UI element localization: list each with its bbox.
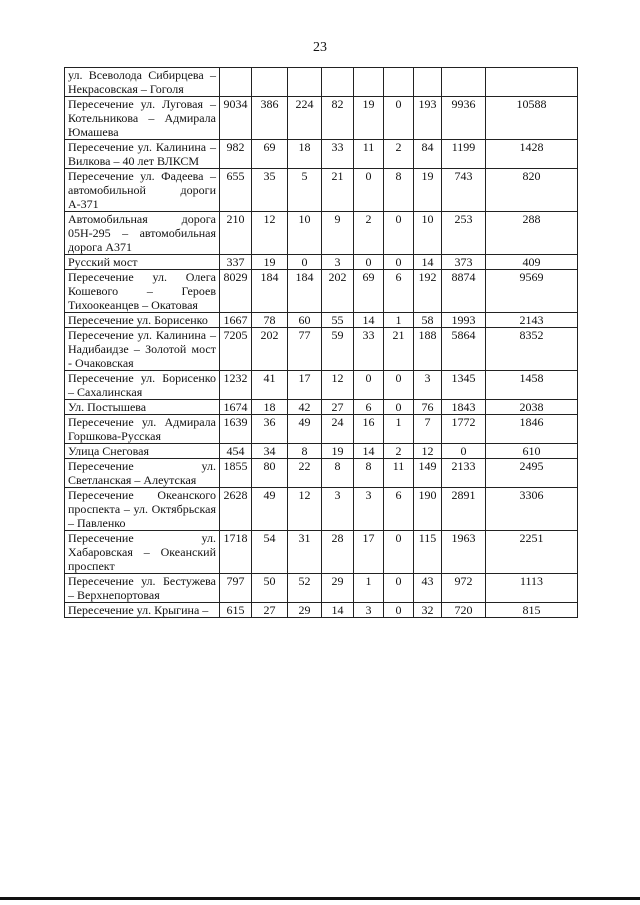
value-cell: 210 xyxy=(220,212,252,255)
value-cell: 2038 xyxy=(486,400,578,415)
value-cell: 184 xyxy=(288,270,322,313)
value-cell xyxy=(384,68,414,97)
value-cell: 59 xyxy=(322,328,354,371)
value-cell: 815 xyxy=(486,603,578,618)
value-cell: 0 xyxy=(384,400,414,415)
value-cell: 655 xyxy=(220,169,252,212)
value-cell: 1639 xyxy=(220,415,252,444)
value-cell: 1345 xyxy=(442,371,486,400)
bottom-rule xyxy=(0,897,640,900)
value-cell: 0 xyxy=(384,255,414,270)
value-cell: 3 xyxy=(322,255,354,270)
value-cell: 1843 xyxy=(442,400,486,415)
value-cell xyxy=(322,68,354,97)
value-cell: 14 xyxy=(354,313,384,328)
value-cell: 0 xyxy=(384,531,414,574)
value-cell: 184 xyxy=(252,270,288,313)
value-cell: 19 xyxy=(414,169,442,212)
value-cell: 409 xyxy=(486,255,578,270)
location-name-cell: Пересечение ул. Адмирала Горшкова-Русская xyxy=(65,415,220,444)
table-row xyxy=(65,68,578,97)
value-cell: 36 xyxy=(252,415,288,444)
value-cell: 797 xyxy=(220,574,252,603)
value-cell: 0 xyxy=(384,212,414,255)
value-cell: 21 xyxy=(322,169,354,212)
value-cell: 49 xyxy=(288,415,322,444)
value-cell: 3 xyxy=(414,371,442,400)
value-cell: 1 xyxy=(354,574,384,603)
location-name-cell: ул. Всеволода Сибирцева – Некрасовская – Гоголя xyxy=(65,68,220,97)
value-cell: 8352 xyxy=(486,328,578,371)
value-cell: 10 xyxy=(414,212,442,255)
value-cell: 29 xyxy=(288,603,322,618)
table-row xyxy=(65,140,578,169)
value-cell: 1 xyxy=(384,313,414,328)
value-cell: 0 xyxy=(354,371,384,400)
value-cell: 33 xyxy=(322,140,354,169)
value-cell: 0 xyxy=(354,169,384,212)
value-cell: 50 xyxy=(252,574,288,603)
value-cell: 610 xyxy=(486,444,578,459)
value-cell: 1 xyxy=(384,415,414,444)
value-cell: 337 xyxy=(220,255,252,270)
value-cell: 1993 xyxy=(442,313,486,328)
traffic-table xyxy=(64,67,578,618)
value-cell: 10588 xyxy=(486,97,578,140)
value-cell: 9936 xyxy=(442,97,486,140)
location-name-cell: Пересечение ул. Калинина – Вилкова – 40 лет ВЛКСМ xyxy=(65,140,220,169)
value-cell: 8 xyxy=(288,444,322,459)
value-cell: 29 xyxy=(322,574,354,603)
value-cell: 27 xyxy=(252,603,288,618)
value-cell: 10 xyxy=(288,212,322,255)
table-row xyxy=(65,400,578,415)
value-cell: 34 xyxy=(252,444,288,459)
value-cell: 12 xyxy=(288,488,322,531)
location-name-cell: Автомобильная дорога 05Н-295 – автомобильная дорога А371 xyxy=(65,212,220,255)
value-cell: 60 xyxy=(288,313,322,328)
table-row xyxy=(65,531,578,574)
value-cell: 2 xyxy=(384,444,414,459)
value-cell: 19 xyxy=(322,444,354,459)
value-cell: 77 xyxy=(288,328,322,371)
value-cell: 17 xyxy=(288,371,322,400)
value-cell: 41 xyxy=(252,371,288,400)
value-cell: 18 xyxy=(252,400,288,415)
value-cell: 21 xyxy=(384,328,414,371)
value-cell: 33 xyxy=(354,328,384,371)
table-row xyxy=(65,488,578,531)
location-name-cell: Пересечение ул. Калинина – Надибаидзе – Золотой мост - Очаковская xyxy=(65,328,220,371)
value-cell: 8874 xyxy=(442,270,486,313)
value-cell: 27 xyxy=(322,400,354,415)
value-cell: 615 xyxy=(220,603,252,618)
table-body xyxy=(65,68,578,618)
location-name-cell: Пересечение ул. Крыгина – xyxy=(65,603,220,618)
value-cell: 0 xyxy=(288,255,322,270)
table-row xyxy=(65,603,578,618)
value-cell: 253 xyxy=(442,212,486,255)
value-cell xyxy=(220,68,252,97)
value-cell: 19 xyxy=(252,255,288,270)
table-row xyxy=(65,270,578,313)
value-cell: 0 xyxy=(384,574,414,603)
value-cell: 982 xyxy=(220,140,252,169)
value-cell: 32 xyxy=(414,603,442,618)
location-name-cell: Пересечение ул. Борисенко xyxy=(65,313,220,328)
value-cell: 193 xyxy=(414,97,442,140)
table-row xyxy=(65,255,578,270)
value-cell: 0 xyxy=(384,371,414,400)
value-cell: 1458 xyxy=(486,371,578,400)
value-cell: 84 xyxy=(414,140,442,169)
value-cell: 1113 xyxy=(486,574,578,603)
value-cell: 54 xyxy=(252,531,288,574)
value-cell: 202 xyxy=(252,328,288,371)
value-cell: 454 xyxy=(220,444,252,459)
value-cell: 115 xyxy=(414,531,442,574)
value-cell: 6 xyxy=(354,400,384,415)
location-name-cell: Пересечение ул. Светланская – Алеутская xyxy=(65,459,220,488)
value-cell: 9569 xyxy=(486,270,578,313)
value-cell: 76 xyxy=(414,400,442,415)
value-cell: 7 xyxy=(414,415,442,444)
value-cell: 3306 xyxy=(486,488,578,531)
table-row xyxy=(65,371,578,400)
value-cell: 2133 xyxy=(442,459,486,488)
value-cell: 58 xyxy=(414,313,442,328)
value-cell xyxy=(486,68,578,97)
value-cell: 3 xyxy=(354,488,384,531)
location-name-cell: Улица Снеговая xyxy=(65,444,220,459)
value-cell: 1667 xyxy=(220,313,252,328)
value-cell xyxy=(354,68,384,97)
value-cell: 1846 xyxy=(486,415,578,444)
value-cell: 80 xyxy=(252,459,288,488)
location-name-cell: Пересечение ул. Фадеева – автомобильной дороги А-371 xyxy=(65,169,220,212)
location-name-cell: Ул. Постышева xyxy=(65,400,220,415)
value-cell: 18 xyxy=(288,140,322,169)
value-cell xyxy=(442,68,486,97)
value-cell: 9 xyxy=(322,212,354,255)
location-name-cell: Пересечение Океанского проспекта – ул. Октябрьская – Павленко xyxy=(65,488,220,531)
value-cell: 43 xyxy=(414,574,442,603)
table-row xyxy=(65,444,578,459)
value-cell: 720 xyxy=(442,603,486,618)
value-cell: 49 xyxy=(252,488,288,531)
value-cell: 1855 xyxy=(220,459,252,488)
value-cell: 31 xyxy=(288,531,322,574)
value-cell: 2143 xyxy=(486,313,578,328)
value-cell: 1963 xyxy=(442,531,486,574)
value-cell: 11 xyxy=(354,140,384,169)
value-cell: 19 xyxy=(354,97,384,140)
value-cell: 12 xyxy=(252,212,288,255)
location-name-cell: Пересечение ул. Хабаровская – Океанский проспект xyxy=(65,531,220,574)
value-cell: 820 xyxy=(486,169,578,212)
table-row xyxy=(65,313,578,328)
value-cell: 52 xyxy=(288,574,322,603)
location-name-cell: Русский мост xyxy=(65,255,220,270)
table-row xyxy=(65,212,578,255)
value-cell: 14 xyxy=(322,603,354,618)
value-cell: 1772 xyxy=(442,415,486,444)
value-cell: 78 xyxy=(252,313,288,328)
value-cell: 5 xyxy=(288,169,322,212)
value-cell: 8 xyxy=(354,459,384,488)
value-cell: 149 xyxy=(414,459,442,488)
value-cell: 2628 xyxy=(220,488,252,531)
value-cell: 69 xyxy=(252,140,288,169)
value-cell: 82 xyxy=(322,97,354,140)
value-cell: 2 xyxy=(384,140,414,169)
table-row xyxy=(65,459,578,488)
value-cell: 0 xyxy=(384,97,414,140)
table-row xyxy=(65,574,578,603)
value-cell: 55 xyxy=(322,313,354,328)
location-name-cell: Пересечение ул. Бестужева – Верхнепортовая xyxy=(65,574,220,603)
value-cell: 6 xyxy=(384,488,414,531)
value-cell: 69 xyxy=(354,270,384,313)
value-cell: 3 xyxy=(322,488,354,531)
value-cell: 202 xyxy=(322,270,354,313)
value-cell: 14 xyxy=(414,255,442,270)
value-cell: 1428 xyxy=(486,140,578,169)
location-name-cell: Пересечение ул. Олега Кошевого – Героев Тихоокеанцев – Окатовая xyxy=(65,270,220,313)
value-cell: 8029 xyxy=(220,270,252,313)
value-cell xyxy=(414,68,442,97)
value-cell: 188 xyxy=(414,328,442,371)
value-cell xyxy=(288,68,322,97)
value-cell: 192 xyxy=(414,270,442,313)
value-cell: 22 xyxy=(288,459,322,488)
value-cell: 8 xyxy=(322,459,354,488)
value-cell: 0 xyxy=(384,603,414,618)
value-cell: 7205 xyxy=(220,328,252,371)
value-cell xyxy=(252,68,288,97)
value-cell: 373 xyxy=(442,255,486,270)
page-number: 23 xyxy=(313,40,327,55)
value-cell: 0 xyxy=(354,255,384,270)
table-row xyxy=(65,169,578,212)
value-cell: 12 xyxy=(414,444,442,459)
value-cell: 14 xyxy=(354,444,384,459)
value-cell: 1674 xyxy=(220,400,252,415)
value-cell: 6 xyxy=(384,270,414,313)
location-name-cell: Пересечение ул. Борисенко – Сахалинская xyxy=(65,371,220,400)
value-cell: 190 xyxy=(414,488,442,531)
value-cell: 288 xyxy=(486,212,578,255)
value-cell: 5864 xyxy=(442,328,486,371)
value-cell: 2 xyxy=(354,212,384,255)
location-name-cell: Пересечение ул. Луговая – Котельникова – Адмирала Юмашева xyxy=(65,97,220,140)
value-cell: 972 xyxy=(442,574,486,603)
value-cell: 1232 xyxy=(220,371,252,400)
value-cell: 42 xyxy=(288,400,322,415)
value-cell: 1718 xyxy=(220,531,252,574)
value-cell: 35 xyxy=(252,169,288,212)
value-cell: 8 xyxy=(384,169,414,212)
value-cell: 0 xyxy=(442,444,486,459)
value-cell: 16 xyxy=(354,415,384,444)
value-cell: 24 xyxy=(322,415,354,444)
value-cell: 2891 xyxy=(442,488,486,531)
value-cell: 1199 xyxy=(442,140,486,169)
table-row xyxy=(65,97,578,140)
value-cell: 12 xyxy=(322,371,354,400)
value-cell: 743 xyxy=(442,169,486,212)
value-cell: 2251 xyxy=(486,531,578,574)
value-cell: 11 xyxy=(384,459,414,488)
value-cell: 28 xyxy=(322,531,354,574)
value-cell: 9034 xyxy=(220,97,252,140)
value-cell: 224 xyxy=(288,97,322,140)
table-row xyxy=(65,415,578,444)
value-cell: 386 xyxy=(252,97,288,140)
value-cell: 3 xyxy=(354,603,384,618)
table-row xyxy=(65,328,578,371)
value-cell: 2495 xyxy=(486,459,578,488)
value-cell: 17 xyxy=(354,531,384,574)
